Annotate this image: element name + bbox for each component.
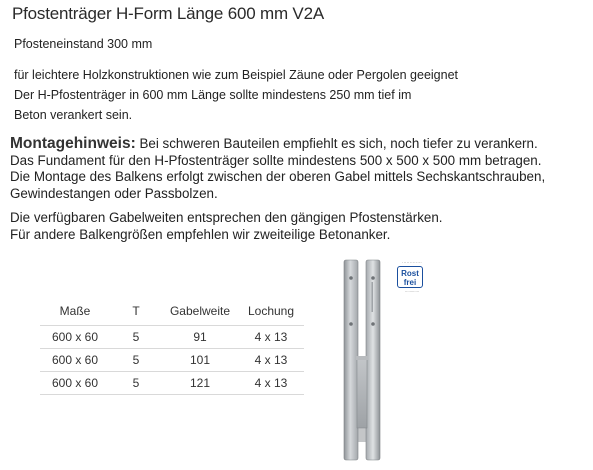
col-header-lochung: Lochung bbox=[238, 297, 304, 326]
badge-line2: frei bbox=[403, 278, 417, 287]
cell-gabelweite: 91 bbox=[162, 326, 238, 349]
cell-masse: 600 x 60 bbox=[40, 372, 110, 395]
description bbox=[14, 65, 534, 125]
web-edge bbox=[356, 356, 368, 360]
cell-lochung: 4 x 13 bbox=[238, 349, 304, 372]
mounting-notes-text: Bei schweren Bauteilen empfiehlt es sich, noch tiefer zu verankern. bbox=[135, 136, 538, 151]
badge-line1: Rost bbox=[401, 269, 419, 278]
right-flange bbox=[366, 260, 380, 460]
engraving bbox=[372, 282, 373, 312]
rostfrei-badge bbox=[392, 260, 432, 296]
col-header-t: T bbox=[110, 297, 162, 326]
col-header-masse: Maße bbox=[40, 297, 110, 326]
cell-gabelweite: 101 bbox=[162, 349, 238, 372]
lower-notch bbox=[358, 428, 366, 442]
bolt-hole bbox=[371, 322, 375, 326]
description-line: für leichtere Holzkonstruktionen wie zum Beispiel Zäune oder Pergolen geeignet bbox=[14, 68, 459, 82]
mounting-notes-line: Für andere Balkengrößen empfehlen wir zweiteilige Betonanker. bbox=[10, 226, 391, 242]
table-row bbox=[40, 326, 304, 349]
mounting-notes-heading: Montagehinweis: bbox=[10, 135, 136, 152]
rostfrei-label bbox=[397, 266, 423, 288]
col-header-gabelweite: Gabelweite bbox=[162, 297, 238, 326]
bolt-hole bbox=[371, 276, 375, 280]
mounting-notes-line: Die verfügbaren Gabelweiten entsprechen den gängigen Pfostenstärken. bbox=[10, 209, 443, 225]
badge-bottom-text: ············ bbox=[405, 290, 419, 294]
mounting-notes-line: Das Fundament für den H-Pfostenträger sollte mindestens 500 x 500 x 500 mm betragen. bbox=[10, 152, 542, 168]
cell-lochung: 4 x 13 bbox=[238, 372, 304, 395]
bolt-hole bbox=[349, 322, 353, 326]
cell-lochung: 4 x 13 bbox=[238, 326, 304, 349]
cell-t: 5 bbox=[110, 372, 162, 395]
bolt-hole bbox=[349, 276, 353, 280]
badge-top-text: ············· bbox=[402, 260, 422, 265]
cell-t: 5 bbox=[110, 349, 162, 372]
product-subtitle: Pfosteneinstand 300 mm bbox=[14, 37, 153, 51]
mounting-notes-line bbox=[10, 136, 590, 153]
mounting-notes-line: Gewindestangen oder Passbolzen. bbox=[10, 186, 218, 202]
specs-table bbox=[40, 297, 304, 395]
cell-t: 5 bbox=[110, 326, 162, 349]
table-row bbox=[40, 372, 304, 395]
mounting-notes bbox=[10, 136, 590, 243]
table-row bbox=[40, 349, 304, 372]
cell-masse: 600 x 60 bbox=[40, 349, 110, 372]
h-post-anchor-image bbox=[330, 252, 450, 466]
web-plate bbox=[357, 358, 367, 428]
left-flange bbox=[344, 260, 358, 460]
product-title: Pfostenträger H-Form Länge 600 mm V2A bbox=[12, 4, 324, 23]
description-line: Beton verankert sein. bbox=[14, 108, 133, 122]
specs-header-row bbox=[40, 297, 304, 326]
description-line: Der H-Pfostenträger in 600 mm Länge sollte mindestens 250 mm tief im bbox=[14, 88, 412, 102]
cell-masse: 600 x 60 bbox=[40, 326, 110, 349]
mounting-notes-line: Die Montage des Balkens erfolgt zwischen der oberen Gabel mittels Sechskantschrauben, bbox=[10, 169, 546, 185]
cell-gabelweite: 121 bbox=[162, 372, 238, 395]
